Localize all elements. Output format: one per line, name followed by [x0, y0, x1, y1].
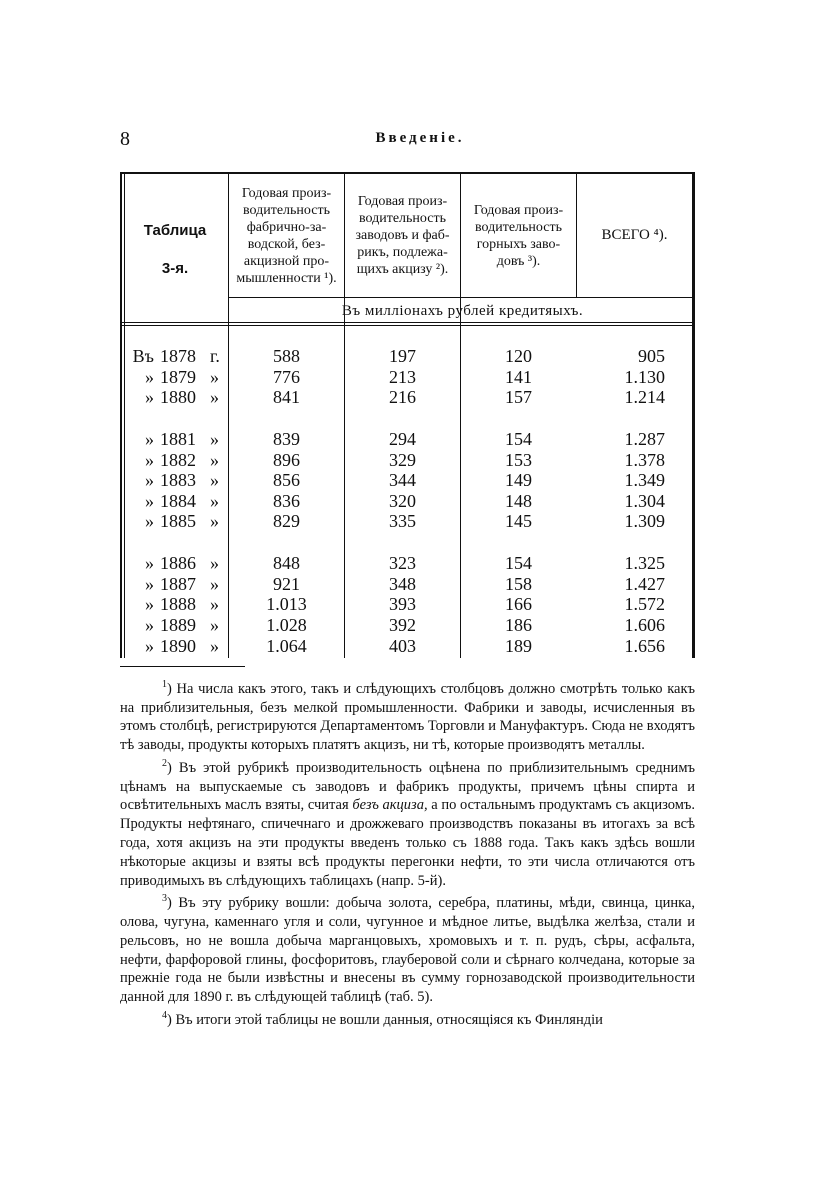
total-value: 1.130 — [624, 367, 665, 387]
table-number: 3-я. — [161, 260, 189, 277]
mining-value: 158 — [505, 574, 532, 594]
table-label: Таблица — [143, 222, 207, 239]
year-year: 1880 — [160, 387, 196, 407]
excise-value: 348 — [389, 574, 416, 594]
factory-value: 848 — [273, 553, 300, 573]
excise-value: 294 — [389, 429, 416, 449]
year-year: 1890 — [160, 636, 196, 656]
year-prefix: » — [145, 491, 154, 511]
footnote-2: $^2$) Въ этой рубрикѣ производительность оцѣнена по приблизительнымъ среднимъ цѣнамъ на выпускаемые съ заводовъ и фабрикъ продукты, причемъ цѣны спирта и освѣтительныхъ маслъ взяты, считая безъ акциза, а по остальнымъ продуктамъ съ акцизомъ. Продукты нефтянаго, спичечнаго и дрожжеваго производствъ показаны въ итогахъ за всѣ года, хотя акцизъ на эти продукты введенъ только съ 1888 года. Такъ какъ здѣсь вошли нѣкоторые акцизы и взяты всѣ продукты перегонки нефти, то эти числа отличаются отъ приводимыхъ въ слѣдующихъ таблицахъ (напр. 5-й). — [120, 758, 695, 889]
year-suffix: » — [210, 574, 219, 594]
year-cell — [120, 594, 228, 614]
year-year: 1879 — [160, 367, 196, 387]
year-suffix: » — [210, 511, 219, 531]
factory-value: 588 — [273, 346, 300, 366]
year-cell — [120, 553, 228, 573]
year-cell — [120, 346, 228, 366]
running-title: Введеніе. — [375, 130, 465, 146]
year-suffix: » — [210, 491, 219, 511]
footnote-4: $^4$) Въ итоги этой таблицы не вошли данныя, относящіяся къ Финляндіи — [162, 1010, 603, 1028]
mining-value: 186 — [505, 615, 532, 635]
mining-value: 120 — [505, 346, 532, 366]
year-year: 1882 — [160, 450, 196, 470]
year-suffix: » — [210, 429, 219, 449]
year-year: 1884 — [160, 491, 196, 511]
footnotes — [120, 676, 695, 1030]
excise-value: 392 — [389, 615, 416, 635]
year-prefix: Въ — [132, 346, 154, 366]
column-header-total: ВСЕГО ⁴). — [601, 227, 668, 243]
year-year: 1881 — [160, 429, 196, 449]
header-bottom-rule — [120, 322, 695, 323]
factory-value: 829 — [273, 511, 300, 531]
header-bottom-rule-2 — [120, 325, 695, 326]
total-value: 1.606 — [624, 615, 665, 635]
excise-value: 335 — [389, 511, 416, 531]
excise-value: 344 — [389, 470, 416, 490]
excise-value: 213 — [389, 367, 416, 387]
year-cell — [120, 574, 228, 594]
year-cell — [120, 470, 228, 490]
mining-value: 189 — [505, 636, 532, 656]
year-cell — [120, 615, 228, 635]
year-cell — [120, 491, 228, 511]
year-year: 1888 — [160, 594, 196, 614]
units-caption: Въ милліонахъ рублей кредитяыхъ. — [341, 303, 584, 319]
page-number: 8 — [120, 128, 130, 150]
factory-value: 856 — [273, 470, 300, 490]
mining-value: 154 — [505, 429, 532, 449]
year-suffix: » — [210, 387, 219, 407]
year-prefix: » — [145, 470, 154, 490]
year-prefix: » — [145, 594, 154, 614]
mining-value: 141 — [505, 367, 532, 387]
mining-value: 149 — [505, 470, 532, 490]
factory-value: 896 — [273, 450, 300, 470]
year-prefix: » — [145, 429, 154, 449]
total-value: 1.656 — [624, 636, 665, 656]
year-prefix: » — [145, 511, 154, 531]
year-suffix: » — [210, 470, 219, 490]
year-year: 1878 — [160, 346, 196, 366]
factory-value: 776 — [273, 367, 300, 387]
year-year: 1886 — [160, 553, 196, 573]
year-prefix: » — [145, 615, 154, 635]
total-value: 1.325 — [624, 553, 665, 573]
total-value: 905 — [638, 346, 665, 366]
year-cell — [120, 636, 228, 656]
factory-value: 1.064 — [266, 636, 307, 656]
year-prefix: » — [145, 450, 154, 470]
column-header-factory: Годовая произ- водительность фабрично-за- водской, без- акцизной про- мышленности ¹). — [236, 185, 337, 286]
footnote-rule — [120, 666, 245, 667]
mining-value: 154 — [505, 553, 532, 573]
year-suffix: » — [210, 367, 219, 387]
year-suffix: » — [210, 636, 219, 656]
year-year: 1887 — [160, 574, 196, 594]
excise-value: 393 — [389, 594, 416, 614]
mining-value: 153 — [505, 450, 532, 470]
total-value: 1.214 — [624, 387, 665, 407]
year-cell — [120, 450, 228, 470]
factory-value: 921 — [273, 574, 300, 594]
table-right-border — [692, 172, 695, 658]
column-header-mining: Годовая произ- водительность горныхъ заво- довъ ³). — [473, 202, 564, 269]
excise-value: 197 — [389, 346, 416, 366]
excise-value: 320 — [389, 491, 416, 511]
factory-value: 1.013 — [266, 594, 307, 614]
excise-value: 216 — [389, 387, 416, 407]
year-cell — [120, 387, 228, 407]
year-year: 1883 — [160, 470, 196, 490]
total-value: 1.287 — [624, 429, 665, 449]
total-value: 1.427 — [624, 574, 665, 594]
year-cell — [120, 429, 228, 449]
excise-value: 323 — [389, 553, 416, 573]
year-suffix: » — [210, 450, 219, 470]
excise-value: 329 — [389, 450, 416, 470]
mining-value: 166 — [505, 594, 532, 614]
year-suffix: » — [210, 594, 219, 614]
year-year: 1889 — [160, 615, 196, 635]
year-cell — [120, 367, 228, 387]
statistics-table — [120, 172, 695, 658]
factory-value: 836 — [273, 491, 300, 511]
footnote-3: $^3$) Въ эту рубрику вошли: добыча золота, серебра, платины, мѣди, свинца, цинка, олова, чугуна, каменнаго угля и соли, чугунное и мѣдное литье, выдѣлка желѣза, стали и рельсовъ, но не вошла добыча марганцовыхъ, хромовыхъ и т. п. рудъ, сѣры, асфальта, нефти, фарфоровой глины, фосфоритовъ, глауберовой соли и сѣрнаго колчедана, которые за прежніе года не были извѣстны и внесены въ сумму горнозаводской производительности данной для 1890 г. въ слѣдующей таблицѣ (таб. 5). — [120, 893, 695, 1006]
column-header-excise: Годовая произ- водительность заводовъ и фаб- рикъ, подлежа- щихъ акцизу ²). — [355, 194, 450, 277]
total-value: 1.378 — [624, 450, 665, 470]
year-prefix: » — [145, 367, 154, 387]
total-value: 1.304 — [624, 491, 665, 511]
year-prefix: » — [145, 387, 154, 407]
year-prefix: » — [145, 553, 154, 573]
year-prefix: » — [145, 636, 154, 656]
year-year: 1885 — [160, 511, 196, 531]
total-value: 1.572 — [624, 594, 665, 614]
factory-value: 841 — [273, 387, 300, 407]
total-value: 1.349 — [624, 470, 665, 490]
factory-value: 1.028 — [266, 615, 307, 635]
mining-value: 145 — [505, 511, 532, 531]
mining-value: 157 — [505, 387, 532, 407]
year-prefix: » — [145, 574, 154, 594]
units-top-rule — [228, 297, 695, 298]
total-value: 1.309 — [624, 511, 665, 531]
year-suffix: г. — [210, 346, 220, 366]
mining-value: 148 — [505, 491, 532, 511]
excise-value: 403 — [389, 636, 416, 656]
footnote-1: $^1$) На числа какъ этого, такъ и слѣдующихъ столбцовъ должно смотрѣть только какъ на приблизительныя, безъ мелкой промышленности. Фабрики и заводы, исчисленныя въ этомъ столбцѣ, регистрируются Департаментомъ Торговли и Мануфактуръ. Сюда не входятъ тѣ заводы, продукты которыхъ платятъ акцизъ, ни тѣ, которые производятъ металлы. — [120, 679, 695, 754]
year-suffix: » — [210, 615, 219, 635]
year-suffix: » — [210, 553, 219, 573]
year-cell — [120, 511, 228, 531]
factory-value: 839 — [273, 429, 300, 449]
